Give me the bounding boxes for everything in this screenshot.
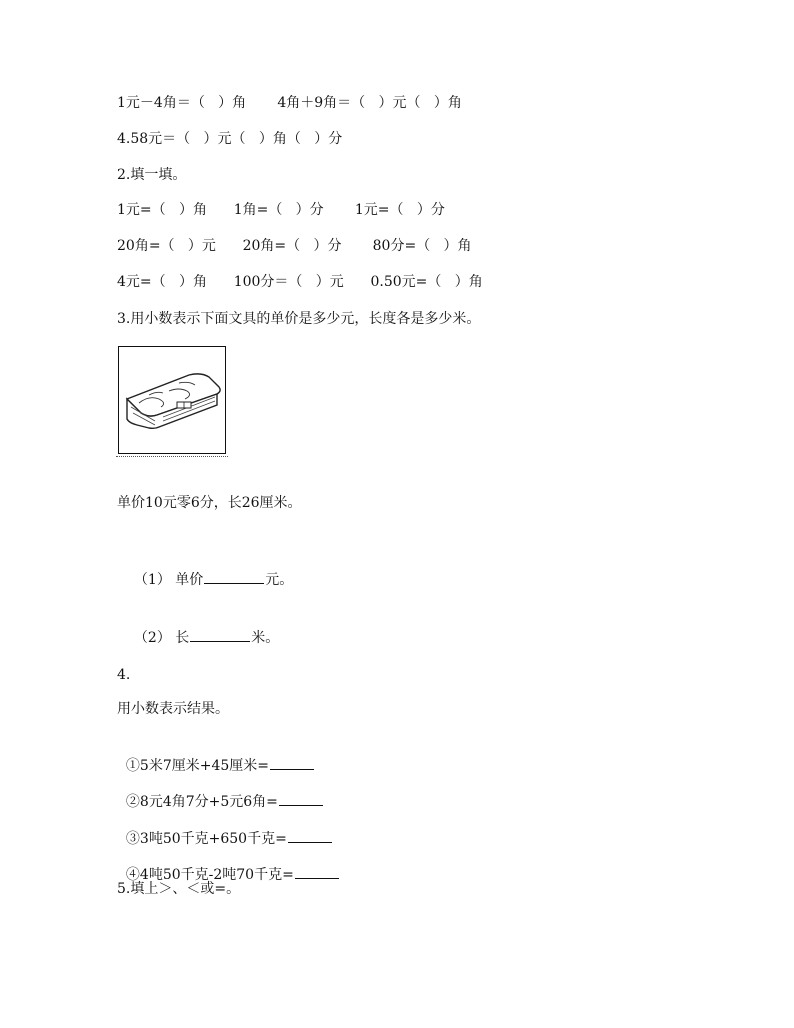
exercise-line-1: 1元－4角＝（ ）角 4角＋9角＝（ ）元（ ）角 — [117, 95, 462, 111]
pencil-box-icon — [118, 346, 226, 454]
answer-blank-1[interactable] — [270, 755, 314, 770]
answer-blank-price[interactable] — [204, 569, 264, 584]
section-2-title: 2.填一填。 — [117, 167, 187, 183]
calc-item-2 — [117, 773, 324, 811]
section-3-title: 3.用小数表示下面文具的单价是多少元，长度各是多少米。 — [117, 311, 481, 327]
question-1-suffix: 元。 — [265, 572, 294, 588]
picture-caption-line — [116, 456, 228, 457]
question-1 — [125, 551, 293, 589]
section-4-title: 用小数表示结果。 — [117, 701, 229, 717]
calc-item-1-text: ①5米7厘米+45厘米= — [125, 758, 269, 774]
answer-blank-length[interactable] — [190, 627, 250, 642]
question-1-prefix: （1） 单价 — [133, 572, 204, 588]
question-2-prefix: （2） 长 — [133, 630, 190, 646]
price-length-statement: 单价10元零6分，长26厘米。 — [117, 495, 302, 511]
answer-blank-3[interactable] — [288, 828, 332, 843]
calc-item-1 — [117, 737, 315, 775]
exercise-line-5: 20角=（ ）元 20角=（ ）分 80分=（ ）角 — [117, 238, 472, 254]
calc-item-2-text: ②8元4角7分+5元6角= — [125, 794, 278, 810]
exercise-line-2: 4.58元＝（ ）元（ ）角（ ）分 — [117, 131, 343, 147]
question-2 — [125, 609, 279, 647]
calc-item-4-text: ④4吨50千克-2吨70千克= — [125, 867, 294, 883]
calc-item-4 — [117, 846, 340, 884]
section-4-number: 4. — [117, 667, 131, 683]
answer-blank-2[interactable] — [279, 791, 323, 806]
question-2-suffix: 米。 — [251, 630, 280, 646]
section-5-title: 5.填上＞、＜或=。 — [117, 881, 241, 897]
calc-item-3-text: ③3吨50千克+650千克= — [125, 831, 287, 847]
exercise-line-6: 4元=（ ）角 100分＝（ ）元 0.50元=（ ）角 — [117, 274, 483, 290]
calc-item-3 — [117, 810, 333, 848]
answer-blank-4[interactable] — [295, 864, 339, 879]
exercise-line-4: 1元=（ ）角 1角=（ ）分 1元=（ ）分 — [117, 202, 445, 218]
